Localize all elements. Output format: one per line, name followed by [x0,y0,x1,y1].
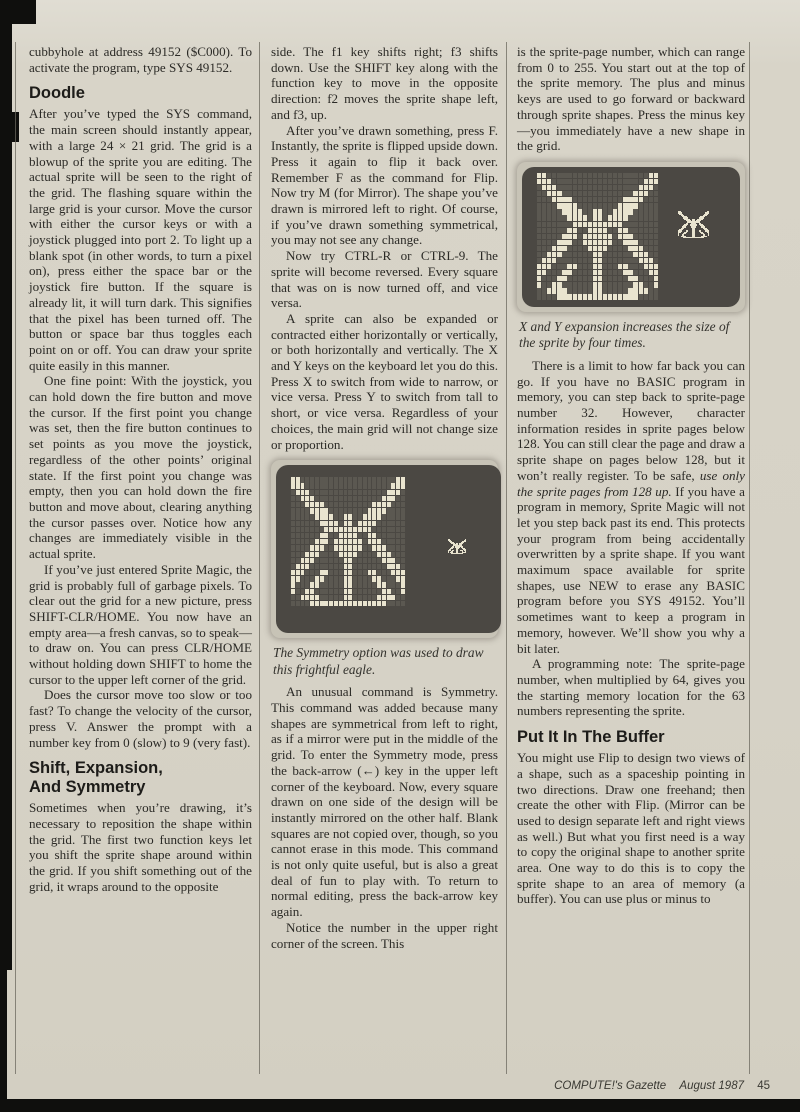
body-paragraph: side. The f1 key shifts right; f3 shifts down. Use the SHIFT key along with the function key to move in the opposite direction: f2 moves the sprite shape left, and f3, up. [271,44,498,122]
section-heading-put-it-in-the-buffer: Put It In The Buffer [517,728,665,747]
body-paragraph: After you’ve drawn something, press F. Instantly, the sprite is flipped upside down. Press it again to flip it back over. Remember F as the command for Flip. Now try M (for Mirror). The shape you’ve drawn is mirrored left to right. Of course, if you’ve drawn something symmetrical, you may not see any change. [271,122,498,248]
body-paragraph: An unusual command is Symmetry. This command was added because many shapes are symmetrical from left to right, as if a mirror were put in the middle of the grid. To enter the Symmetry mode, press the back-arrow (←) key in the upper left corner of the keyboard. Now, every square drawn on one side of the design will be instantly mirrored on the other half. Blank squares are not copied over, though, so you cannot erase in this mode. This command is not only quite useful, but is also a great deal of fun to play with. To return to normal editing, press the back-arrow key again. [271,684,498,920]
body-paragraph: A programming note: The sprite-page number, when multiplied by 64, gives you the starting memory location for the 63 numbers representing the sprite. [517,656,745,719]
magazine-name: COMPUTE!'s Gazette [554,1080,667,1092]
body-paragraph: Sometimes when you’re drawing, it’s necessary to reposition the shape within the grid. The first two function keys let you shift the sprite shape around within the grid. If you shift something out of the grid, it wraps around to the opposite [29,800,252,894]
sprite-preview-expanded [678,211,709,238]
sprite-editor-grid [291,477,405,606]
crt-photo [271,460,498,638]
bottom-scan-band [0,1099,800,1112]
paragraph-text: There is a limit to how far back you can go. If you have no BASIC program in memory, you can step back to sprite-page number 32. However, character information resides in sprite pages below 128. You can still clear the page and draw a sprite shape on pages below 128, but it won’t really register. To be safe, [517,357,745,483]
figure-caption: The Symmetry option was used to draw this frightful eagle. [273,645,484,677]
body-paragraph: Notice the number in the upper right corner of the screen. This [271,919,498,951]
page-footer [554,1080,770,1092]
figure-caption: X and Y expansion increases the size of the sprite by four times. [519,318,730,351]
column-rule-left [15,42,16,1074]
left-scan-corner-block [0,0,36,24]
column-3 [517,44,745,907]
sprite-editor-grid [537,173,658,300]
figure-expansion-screenshot [517,162,745,352]
left-scan-strip [0,0,12,970]
sprite-preview [448,539,466,553]
body-paragraph [517,358,745,656]
column-2 [271,44,498,951]
column-rule-2-3 [506,42,507,1074]
column-rule-1-2 [259,42,260,1074]
body-paragraph: cubbyhole at address 49152 ($C000). To activate the program, type SYS 49152. [29,44,252,75]
crt-screen [276,465,501,633]
body-paragraph: After you’ve typed the SYS command, the main screen should instantly appear, with a large 24 × 21 grid. The grid is a blowup of the sprite you are editing. The actual sprite will be seen to the right of the grid. The flashing square within the large grid is your cursor. Move the cursor with either the cursor keys or with a joystick plugged into port 2. To light up a blank spot (in other words, to turn a pixel on), press either the space bar or the joystick fire button. If the square is already lit, it will turn dark. This signifies that the pixel has been turned off. The button or space bar thus toggles each point on or off. You can draw your sprite quite easily in this manner. [29,106,252,373]
section-heading-and-symmetry: And Symmetry [29,778,146,797]
body-paragraph: If you’ve just entered Sprite Magic, the grid is probably full of garbage pixels. To clear out the grid for a new picture, press SHIFT-CLR/HOME. You now have an empty area—a fresh canvas, so to speak—to draw on. You can press CLR/HOME without holding down SHIFT to home the cursor to the upper left corner of the grid. [29,561,252,687]
body-paragraph: One fine point: With the joystick, you can hold down the fire button and move the cursor. If the first point you change was set, then the fire button continues to set points as you move the joystick, regardless of the other points’ original state. If the first point you change was empty, then you can hold down the fire button and move about, clearing anything the cursor passes over. Notice how any changes are immediately visible in the actual sprite. [29,373,252,562]
crt-photo [517,162,745,312]
body-paragraph: You might use Flip to design two views of a shape, such as a spaceship pointing in two directions. Draw one freehand; then create the other with Flip. (Mirror can be used to design separate left and right views as well.) But what you first need is a way to copy the original shape to another sprite area. One way to do this is to copy the sprite shape to an area of memory (a buffer). You can use plus or minus to [517,750,745,907]
emphasized-text: use only the sprite pages from 128 up. [517,467,745,499]
page-number: 45 [757,1080,770,1092]
section-heading-shift-expansion: Shift, Expansion, [29,759,163,778]
column-rule-right [749,42,750,1074]
body-paragraph: Does the cursor move too slow or too fast? To change the velocity of the cursor, press V. Answer the prompt with a number key from 0 (slow) to 9 (very fast). [29,687,252,750]
section-heading-doodle: Doodle [29,84,85,103]
figure-symmetry-screenshot [271,460,498,678]
column-1 [29,44,252,894]
body-paragraph: is the sprite-page number, which can range from 0 to 255. You start out at the top of the sprite memory. The plus and minus keys are used to go forward or backward through sprite shapes. Press the minus key—you immediately have a new shape in the grid. [517,44,745,154]
crt-screen [522,167,740,307]
paragraph-text: If you have a program in memory, Sprite Magic will not let you step back past its end. This protects your program from being accidentally overwritten by a sprite shape. If you want maximum space available for sprite shapes, use NEW to erase any BASIC program before you SYS 49152. You’ll sometimes want to keep a program in memory, however. We’ll show you why a bit later. [517,483,745,656]
left-scan-strip-lower [0,970,7,1100]
issue-date: August 1987 [679,1080,744,1092]
left-scan-bump [0,112,19,142]
body-paragraph: A sprite can also be expanded or contracted either horizontally or vertically, or both horizontally and vertically. The X and Y keys on the keyboard let you do this. Press X to switch from wide to narrow, or vice versa. Press Y to switch from tall to short, or vice versa. Regardless of your choices, the main grid will not change size or proportion. [271,310,498,452]
body-paragraph: Now try CTRL-R or CTRL-9. The sprite will become reversed. Every square that was on is now turned off, and vice versa. [271,248,498,311]
